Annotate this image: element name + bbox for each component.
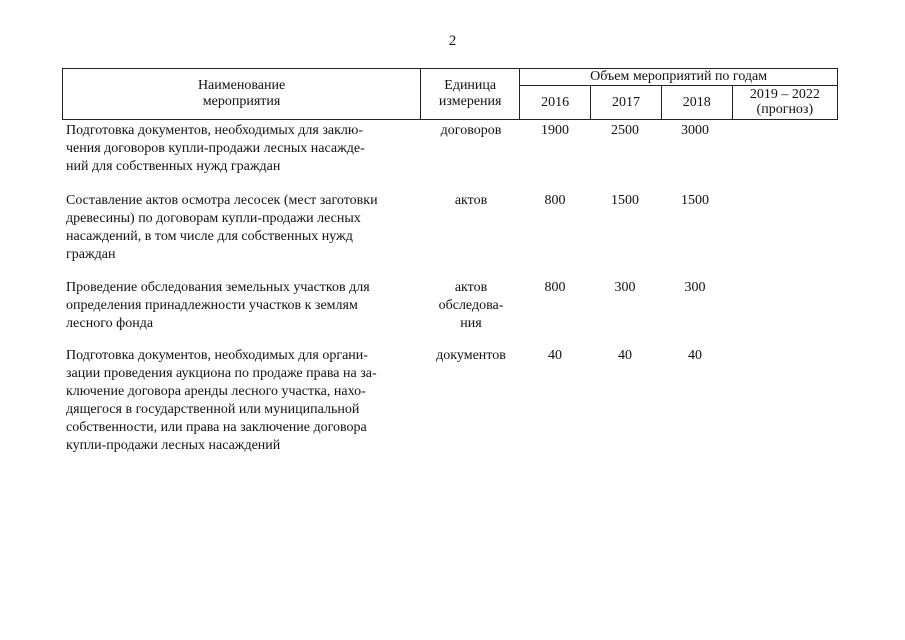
table-row (62, 192, 838, 279)
row-value-2018: 300 (684, 280, 706, 295)
row-unit: договоров (440, 123, 502, 138)
row-value-2016: 800 (544, 193, 566, 208)
row-value-2017: 1500 (611, 193, 639, 208)
header-name-column: Наименование мероприятия (63, 69, 421, 120)
row-value-2016: 40 (548, 348, 562, 363)
table-row (62, 279, 838, 347)
table-row (62, 122, 838, 192)
row-value-2018: 1500 (681, 193, 709, 208)
table-body (62, 122, 838, 457)
row-value-2018: 3000 (681, 123, 709, 138)
header-year-2018: 2018 (661, 86, 732, 120)
row-value-2017: 300 (614, 280, 636, 295)
row-value-2016: 1900 (541, 123, 569, 138)
row-activity-name: Составление актов осмотра лесосек (мест заготовки древесины) по договорам купли-продажи лесных насаждений, в том числе для собственных нужд граждан (66, 193, 378, 262)
table-header (62, 68, 838, 120)
row-value-2018: 40 (688, 348, 702, 363)
header-unit-column: Единица измерения (421, 69, 520, 120)
table-row (62, 347, 838, 457)
row-value-2017: 40 (618, 348, 632, 363)
header-years-group: Объем мероприятий по годам (520, 69, 838, 86)
page-number: 2 (448, 33, 457, 49)
row-value-2017: 2500 (611, 123, 639, 138)
row-unit: актов обследова- ния (438, 280, 504, 331)
row-activity-name: Подготовка документов, необходимых для органи- зации проведения аукциона по продаже права на за- ключение договора аренды лесного участка, нахо- дящегося в государственной или муниципальной собственности, или права на заключение договора купли-продажи лесных насаждений (66, 348, 377, 453)
header-forecast: 2019 – 2022 (прогноз) (732, 86, 837, 120)
row-unit: актов (454, 193, 488, 208)
row-activity-name: Подготовка документов, необходимых для заклю- чения договоров купли-продажи лесных насажде- ний для собственных нужд граждан (66, 123, 365, 174)
header-year-2016: 2016 (520, 86, 591, 120)
header-year-2017: 2017 (591, 86, 662, 120)
row-activity-name: Проведение обследования земельных участков для определения принадлежности участков к землям лесного фонда (66, 280, 370, 331)
row-unit: документов (436, 348, 506, 363)
row-value-2016: 800 (544, 280, 566, 295)
